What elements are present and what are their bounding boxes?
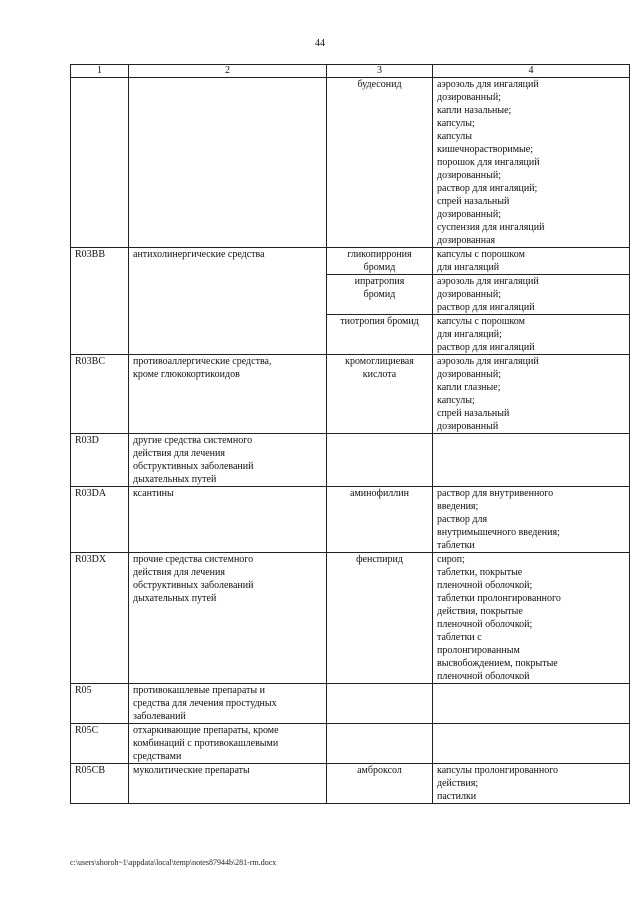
text-line: средства для лечения простудных — [133, 698, 277, 709]
substance-name-cell — [327, 275, 433, 315]
substance-name-cell — [327, 434, 433, 487]
column-header-4: 4 — [433, 65, 630, 78]
text-line: комбинаций с противокашлевыми — [133, 738, 279, 749]
text-line: тиотропия бромид — [340, 316, 419, 327]
text-line: амброксол — [357, 765, 402, 776]
text-line: антихолинергические средства — [133, 249, 265, 260]
text-line: действия для лечения — [133, 448, 225, 459]
dosage-form-cell — [433, 724, 630, 764]
text-line: дозированный; — [437, 289, 501, 300]
table-header — [71, 65, 630, 78]
text-line: капсулы с порошком — [437, 249, 525, 260]
atc-code-cell: R05CB — [71, 764, 129, 804]
text-line: действия, покрытые — [437, 606, 523, 617]
atc-code-cell: R05C — [71, 724, 129, 764]
text-line: фенспирид — [356, 554, 403, 565]
text-line: дыхательных путей — [133, 474, 217, 485]
text-line: дозированный — [437, 421, 499, 432]
text-line: раствор для ингаляций; — [437, 183, 538, 194]
text-line: капли назальные; — [437, 105, 512, 116]
text-line: ипратропия — [354, 276, 405, 287]
dosage-form-cell — [433, 315, 630, 355]
group-name-cell — [129, 764, 327, 804]
text-line: отхаркивающие препараты, кроме — [133, 725, 279, 736]
text-line: другие средства системного — [133, 435, 253, 446]
substance-name-cell — [327, 764, 433, 804]
header-row — [71, 65, 630, 78]
column-header-2: 2 — [129, 65, 327, 78]
text-line: бромид — [363, 289, 396, 300]
drug-table — [70, 64, 630, 804]
text-line: обструктивных заболеваний — [133, 461, 254, 472]
atc-code-cell: R03D — [71, 434, 129, 487]
text-line: аэрозоль для ингаляций — [437, 79, 539, 90]
text-line: спрей назальный — [437, 196, 510, 207]
group-name-cell — [129, 434, 327, 487]
text-line: муколитические препараты — [133, 765, 250, 776]
group-name-cell — [129, 355, 327, 434]
dosage-form-cell — [433, 684, 630, 724]
text-line: пастилки — [437, 791, 477, 802]
text-line: пленочной оболочкой; — [437, 619, 533, 630]
dosage-form-cell — [433, 487, 630, 553]
text-line: таблетки пролонгированного — [437, 593, 561, 604]
dosage-form-cell — [433, 78, 630, 248]
text-line: действия; — [437, 778, 479, 789]
text-line: противокашлевые препараты и — [133, 685, 265, 696]
group-name-cell — [129, 78, 327, 248]
table-row — [71, 764, 630, 804]
group-name-cell — [129, 248, 327, 355]
text-line: кроме глюкокортикоидов — [133, 369, 240, 380]
text-line: будесонид — [357, 79, 402, 90]
substance-name-cell — [327, 315, 433, 355]
dosage-form-cell — [433, 355, 630, 434]
text-line: высвобождением, покрытые — [437, 658, 558, 669]
group-name-cell — [129, 553, 327, 684]
atc-code-cell — [71, 78, 129, 248]
text-line: кромоглициевая — [345, 356, 414, 367]
text-line: порошок для ингаляций — [437, 157, 540, 168]
text-line: действия для лечения — [133, 567, 225, 578]
text-line: для ингаляций; — [437, 329, 502, 340]
text-line: суспензия для ингаляций — [437, 222, 545, 233]
substance-name-cell — [327, 355, 433, 434]
text-line: раствор для — [437, 514, 488, 525]
text-line: дозированный; — [437, 170, 501, 181]
text-line: средствами — [133, 751, 182, 762]
group-name-cell — [129, 684, 327, 724]
column-header-3: 3 — [327, 65, 433, 78]
substance-name-cell — [327, 487, 433, 553]
text-line: прочие средства системного — [133, 554, 254, 565]
table-row — [71, 684, 630, 724]
file-path-footer: c:\users\shoroh~1\appdata\local\temp\notes87944b\281-rm.docx — [70, 858, 277, 867]
text-line: дозированная — [437, 235, 496, 246]
substance-name-cell — [327, 724, 433, 764]
dosage-form-cell — [433, 764, 630, 804]
table-row — [71, 434, 630, 487]
table-row — [71, 553, 630, 684]
text-line: сироп; — [437, 554, 465, 565]
page-number: 44 — [315, 38, 325, 49]
text-line: кислота — [362, 369, 397, 380]
text-line: аминофиллин — [350, 488, 409, 499]
text-line: ксантины — [133, 488, 174, 499]
group-name-cell — [129, 724, 327, 764]
text-line: дыхательных путей — [133, 593, 217, 604]
text-line: пленочной оболочкой; — [437, 580, 533, 591]
text-line: таблетки с — [437, 632, 482, 643]
text-line: введения; — [437, 501, 479, 512]
text-line: внутримышечного введения; — [437, 527, 560, 538]
text-line: обструктивных заболеваний — [133, 580, 254, 591]
text-line: пролонгированным — [437, 645, 520, 656]
text-line: кишечнорастворимые; — [437, 144, 533, 155]
column-header-1: 1 — [71, 65, 129, 78]
atc-code-cell: R03BB — [71, 248, 129, 355]
substance-name-cell — [327, 78, 433, 248]
table-row — [71, 724, 630, 764]
text-line: капсулы пролонгированного — [437, 765, 559, 776]
atc-code-cell: R03DX — [71, 553, 129, 684]
text-line: гликопиррония — [347, 249, 412, 260]
substance-name-cell — [327, 553, 433, 684]
dosage-form-cell — [433, 553, 630, 684]
text-line: бромид — [363, 262, 396, 273]
table-body — [71, 78, 630, 804]
text-line: дозированный; — [437, 369, 501, 380]
text-line: аэрозоль для ингаляций — [437, 276, 539, 287]
text-line: таблетки, покрытые — [437, 567, 523, 578]
atc-code-cell: R03DA — [71, 487, 129, 553]
text-line: пленочной оболочкой — [437, 671, 530, 682]
text-line: заболеваний — [133, 711, 186, 722]
text-line: дозированный; — [437, 92, 501, 103]
table-row — [71, 78, 630, 248]
group-name-cell — [129, 487, 327, 553]
text-line: аэрозоль для ингаляций — [437, 356, 539, 367]
text-line: раствор для ингаляций — [437, 342, 535, 353]
atc-code-cell: R05 — [71, 684, 129, 724]
text-line: капсулы с порошком — [437, 316, 525, 327]
substance-name-cell — [327, 248, 433, 275]
text-line: капсулы; — [437, 395, 475, 406]
substance-name-cell — [327, 684, 433, 724]
text-line: для ингаляций — [437, 262, 500, 273]
dosage-form-cell — [433, 248, 630, 275]
atc-code-cell: R03BC — [71, 355, 129, 434]
table-row — [71, 248, 630, 275]
text-line: раствор для внутривенного — [437, 488, 554, 499]
table-row — [71, 355, 630, 434]
text-line: капли глазные; — [437, 382, 501, 393]
text-line: спрей назальный — [437, 408, 510, 419]
dosage-form-cell — [433, 434, 630, 487]
dosage-form-cell — [433, 275, 630, 315]
text-line: таблетки — [437, 540, 475, 551]
text-line: противоаллергические средства, — [133, 356, 272, 367]
table-row — [71, 487, 630, 553]
text-line: раствор для ингаляций — [437, 302, 535, 313]
text-line: капсулы — [437, 131, 472, 142]
text-line: дозированный; — [437, 209, 501, 220]
text-line: капсулы; — [437, 118, 475, 129]
